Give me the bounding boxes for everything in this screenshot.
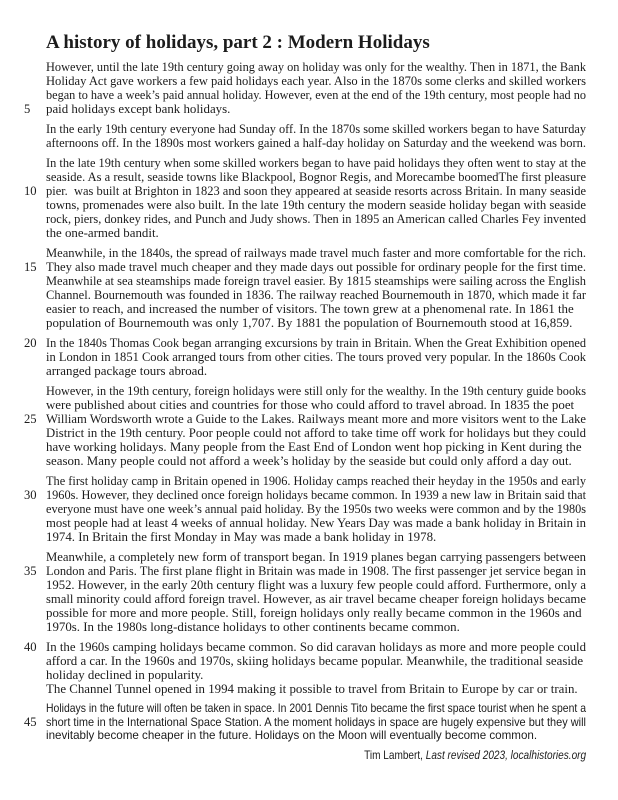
text-line-content: arranged package tours abroad. bbox=[46, 364, 208, 378]
text-line-content: 1974. In Britain the first Monday in May was made a bank holiday in 1978. bbox=[46, 530, 437, 544]
paragraph bbox=[24, 474, 586, 544]
text-line bbox=[46, 502, 586, 516]
text-line-content: began to have a week’s paid annual holiday. However, even at the end of the 19th century, most people had no bbox=[46, 88, 586, 102]
text-line-content: The first holiday camp in Britain opened in 1906. Holiday camps reached their heyday in the 1950s and early bbox=[46, 474, 586, 488]
revision-note: Last revised 2023, localhistories.org bbox=[425, 748, 586, 762]
text-line-content: Channel. Bournemouth was founded in 1836. The railway reached Bournemouth in 1870, which made it far bbox=[46, 288, 586, 302]
text-line bbox=[46, 398, 586, 412]
text-line-content: towns, promenades were also built. In the late 19th century the modern seaside holiday began with seaside bbox=[46, 198, 586, 212]
paragraph bbox=[24, 384, 586, 468]
text-line bbox=[24, 564, 586, 578]
text-line bbox=[46, 682, 586, 696]
text-line bbox=[24, 260, 586, 274]
text-line bbox=[46, 578, 586, 592]
text-line-content: In the 1960s camping holidays became common. So did caravan holidays as more and more people could bbox=[46, 640, 586, 654]
text-line-content: In the early 19th century everyone had Sunday off. In the 1870s some skilled workers began to have Saturday bbox=[46, 122, 586, 136]
text-line bbox=[46, 668, 586, 682]
text-line bbox=[46, 530, 586, 544]
text-line-content: In the late 19th century when some skilled workers began to have paid holidays they often went to stay at the bbox=[46, 156, 586, 170]
text-line-content: They also made travel much cheaper and they made days out possible for ordinary people for the first time. bbox=[46, 260, 586, 274]
document-content bbox=[24, 32, 586, 763]
paragraph bbox=[24, 702, 586, 743]
text-line-content: in London in 1851 Cook arranged tours from other cities. The tours proved very popular. In the 1860s Cook bbox=[46, 350, 586, 364]
text-line-content: 1952. However, in the early 20th century flight was a luxury few people could afford. Furthermore, only a bbox=[46, 578, 586, 592]
text-line bbox=[46, 364, 586, 378]
source-credit bbox=[46, 749, 586, 763]
text-line bbox=[46, 198, 586, 212]
text-line bbox=[46, 274, 586, 288]
text-line-content: small minority could afford foreign travel. However, as air travel became cheaper foreign holidays became bbox=[46, 592, 586, 606]
margin-line-number: 15 bbox=[24, 260, 37, 274]
paragraph bbox=[24, 60, 586, 116]
text-line-content: population of Bournemouth was only 1,707. By 1881 the population of Bournemouth stood at 16,859. bbox=[46, 316, 573, 330]
text-line bbox=[46, 156, 586, 170]
text-line-content: However, until the late 19th century going away on holiday was only for the wealthy. Then in 1871, the Bank bbox=[46, 60, 586, 74]
text-line bbox=[46, 88, 586, 102]
text-line bbox=[46, 316, 586, 330]
text-line-content: afternoons off. In the 1890s most workers gained a half-day holiday on Saturday and the weekend was born. bbox=[46, 136, 586, 150]
text-line-content: However, in the 19th century, foreign holidays were still only for the wealthy. In the 19th century guide books bbox=[46, 384, 586, 398]
text-line-content: were published about cities and countries for those who could afford to travel abroad. In 1835 the poet bbox=[46, 398, 575, 412]
margin-line-number: 20 bbox=[24, 336, 37, 350]
margin-line-number: 35 bbox=[24, 564, 37, 578]
text-line-content: most people had at least 4 weeks of annual holiday. New Years Day was made a bank holiday in Britain in bbox=[46, 516, 586, 530]
margin-line-number: 5 bbox=[24, 102, 31, 116]
text-line bbox=[46, 550, 586, 564]
text-line-content: 1970s. In the 1980s long-distance holidays to other continents became common. bbox=[46, 620, 460, 634]
margin-line-number: 25 bbox=[24, 412, 37, 426]
text-line-content: paid holidays except bank holidays. bbox=[46, 102, 231, 116]
text-line bbox=[24, 102, 586, 116]
text-line bbox=[46, 350, 586, 364]
text-line bbox=[46, 454, 586, 468]
text-line bbox=[46, 170, 586, 184]
text-line-content: inevitably become cheaper in the future. Holidays on the Moon will eventually become common. bbox=[46, 729, 538, 742]
text-line-content: easier to reach, and increased the number of visitors. The town grew at a phenomenal rate. In 1861 the bbox=[46, 302, 574, 316]
text-line-content: short time in the International Space Station. A the moment holidays in space are hugely expensive but they will bbox=[46, 715, 586, 729]
body-paragraphs bbox=[24, 60, 586, 743]
text-line-content: Meanwhile at sea steamships made foreign travel easier. By 1815 steamships were sailing across the English bbox=[46, 274, 586, 288]
text-line-content: rock, piers, donkey rides, and Punch and Judy shows. Then in 1895 an American called Charles Fey invented bbox=[46, 212, 586, 226]
text-line bbox=[46, 606, 586, 620]
text-line-content: Meanwhile, a completely new form of transport began. In 1919 planes began carrying passengers between bbox=[46, 550, 586, 564]
text-line-content: seaside. As a result, seaside towns like Blackpool, Bognor Regis, and Morecambe boomedThe first pleasure bbox=[46, 170, 586, 184]
margin-line-number: 30 bbox=[24, 488, 37, 502]
paragraph bbox=[24, 336, 586, 378]
text-line bbox=[24, 412, 586, 426]
source-credit-text bbox=[364, 749, 586, 763]
text-line-content: have working holidays. Many people from the East End of London went hop picking in Kent during the bbox=[46, 440, 582, 454]
text-line bbox=[46, 60, 586, 74]
text-line-content: the one-armed bandit. bbox=[46, 226, 159, 240]
text-line bbox=[46, 384, 586, 398]
text-line-content: holiday declined in popularity. bbox=[46, 668, 204, 682]
paragraph bbox=[24, 640, 586, 696]
text-line-content: Holidays in the future will often be taken in space. In 2001 Dennis Tito became the first space tourist when he spent a bbox=[46, 702, 586, 715]
text-line-content: season. Many people could not afford a week’s holiday by the seaside but could only afford a day out. bbox=[46, 454, 572, 468]
text-line bbox=[46, 212, 586, 226]
paragraph bbox=[24, 156, 586, 240]
text-line bbox=[24, 336, 586, 350]
text-line-content: pier. was built at Brighton in 1823 and soon they appeared at seaside resorts across Britain. In many seaside bbox=[46, 184, 586, 198]
text-line bbox=[46, 592, 586, 606]
text-line-content: London and Paris. The first plane flight in Britain was made in 1908. The first passenger jet service began in bbox=[46, 564, 586, 578]
text-line bbox=[46, 136, 586, 150]
author-name: Tim Lambert, bbox=[364, 748, 426, 762]
paragraph bbox=[46, 122, 586, 150]
text-line bbox=[46, 74, 586, 88]
text-line bbox=[46, 474, 586, 488]
paragraph bbox=[24, 550, 586, 634]
text-line-content: District in the 19th century. Poor people could not afford to take time off work for holidays but they could bbox=[46, 426, 586, 440]
text-line bbox=[46, 302, 586, 316]
page-title-text: A history of holidays, part 2 : Modern Holidays bbox=[46, 32, 430, 53]
text-line bbox=[24, 184, 586, 198]
text-line-content: William Wordsworth wrote a Guide to the Lakes. Railways meant more and more visitors went to the Lake bbox=[46, 412, 586, 426]
text-line-content: Meanwhile, in the 1840s, the spread of railways made travel much faster and more comfortable for the rich. bbox=[46, 246, 586, 260]
paragraph bbox=[24, 246, 586, 330]
text-line bbox=[46, 729, 586, 743]
text-line bbox=[46, 516, 586, 530]
text-line-content: Holiday Act gave workers a few paid holidays each year. Also in the 1870s some clerks and skilled workers bbox=[46, 74, 586, 88]
margin-line-number: 40 bbox=[24, 640, 37, 654]
text-line bbox=[46, 122, 586, 136]
text-line-content: possible for more and more people. Still, foreign holidays only really became common in the 1960s and bbox=[46, 606, 582, 620]
text-line-content: 1960s. However, they declined once foreign holidays became common. In 1939 a new law in Britain said that bbox=[46, 488, 586, 502]
text-line bbox=[46, 426, 586, 440]
page-title bbox=[46, 32, 586, 54]
text-line bbox=[46, 654, 586, 668]
text-line bbox=[24, 714, 586, 730]
text-line-content: everyone must have one week’s annual paid holiday. By the 1950s two weeks were common and by the 1980s bbox=[46, 502, 586, 516]
text-line bbox=[46, 620, 586, 634]
margin-line-number: 45 bbox=[24, 714, 37, 729]
margin-line-number: 10 bbox=[24, 184, 37, 198]
text-line bbox=[46, 288, 586, 302]
text-line bbox=[46, 440, 586, 454]
text-line-content: afford a car. In the 1960s and 1970s, skiing holidays became popular. Meanwhile, the traditional seaside bbox=[46, 654, 584, 668]
text-line bbox=[24, 640, 586, 654]
text-line-content: In the 1840s Thomas Cook began arranging excursions by train in Britain. When the Great Exhibition opened bbox=[46, 336, 586, 350]
text-line bbox=[46, 226, 586, 240]
text-line-content: The Channel Tunnel opened in 1994 making it possible to travel from Britain to Europe by car or train. bbox=[46, 682, 578, 696]
text-line bbox=[46, 246, 586, 260]
text-line bbox=[46, 702, 586, 716]
text-line bbox=[24, 488, 586, 502]
